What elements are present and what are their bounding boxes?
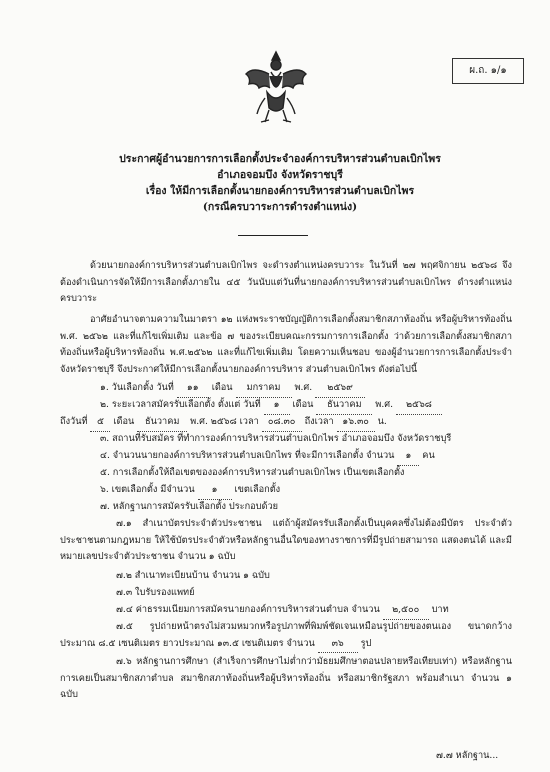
constituency-count: ๑ [198,482,232,500]
announcement-district: อำเภอจอมบึง จังหวัดราชบุรี [217,169,343,181]
seat-count: ๑ [397,448,419,466]
item-7-5-photographs: ๗.๕ รูปถ่ายหน้าตรงไม่สวมหมวกหรือรูปภาพที่พิมพ์ชัดเจนเหมือนรูปถ่ายของตนเอง ขนาดกว้างประมาณ ๘.๕ เซนติเมตร ยาวประมาณ ๑๓.๕ เซนติเมตร จำนวน ๓๖ รูป [60,619,512,653]
item-6-constituency-count: ๖. เขตเลือกตั้ง มีจำนวน ๑ เขตเลือกตั้ง [100,482,280,500]
apply-end-day: ๕ [90,414,110,432]
intro-paragraph: ด้วยนายกองค์การบริหารส่วนตำบลเบิกไพร จะดำรงตำแหน่งครบวาระ ในวันที่ ๒๗ พฤศจิกายน ๒๕๖๘ จึงต้องดำเนินการจัดให้มีการเลือกตั้งภายใน ๔๕ วันนับแต่วันที่นายกองค์การบริหารส่วนตำบลเบิกไพร ดำรงตำแหน่งครบวาระ [60,260,512,304]
election-year: ๒๕๖๙ [315,380,365,398]
apply-time-from: ๐๘.๓๐ [262,414,302,432]
photo-count: ๓๖ [318,636,358,654]
item-7-3-medical-certificate: ๗.๓ ใบรับรองแพทย์ [116,587,195,598]
page-continuation: ๗.๗ หลักฐาน... [436,750,499,761]
title-divider [238,235,308,236]
announcement-subject: เรื่อง ให้มีการเลือกตั้งนายกองค์การบริหารส่วนตำบลเบิกไพร [145,185,415,197]
apply-start-month: ธันวาคม [316,397,372,415]
application-fee: ๒,๕๐๐ [383,602,429,620]
announcement-title: ประกาศผู้อำนวยการการเลือกตั้งประจำองค์การบริหารส่วนตำบลเบิกไพร [119,153,441,165]
item-7-4-fee: ๗.๔ ค่าธรรมเนียมการสมัครนายกองค์การบริหารส่วนตำบล จำนวน ๒,๕๐๐ บาท [116,602,449,620]
apply-end-month: ธันวาคม [137,414,187,432]
apply-start-year: ๒๕๖๘ [396,397,442,415]
announcement-case: (กรณีครบวาระการดำรงตำแหน่ง) [202,201,358,213]
item-7-required-documents: ๗. หลักฐานการสมัครรับเลือกตั้ง ประกอบด้วย [100,501,279,512]
apply-time-to: ๑๖.๓๐ [337,414,375,432]
announcement-titles [60,151,500,215]
form-code-box: ผ.ถ. ๑/๑ [452,58,524,84]
authority-paragraph: อาศัยอำนาจตามความในมาตรา ๑๒ แห่งพระราชบัญญัติการเลือกตั้งสมาชิกสภาท้องถิ่น หรือผู้บริหารท้องถิ่น พ.ศ. ๒๕๖๒ และที่แก้ไขเพิ่มเติม และข้อ ๗ ของระเบียบคณะกรรมการการเลือกตั้ง ว่าด้วยการเลือกตั้งสมาชิกสภาท้องถิ่นหรือผู้บริหารท้องถิ่น พ.ศ.๒๕๖๒ และที่แก้ไขเพิ่มเติม โดยความเห็นชอบ ของผู้อำนวยการการเลือกตั้งประจำจังหวัดราชบุรี จึงประกาศให้มีการเลือกตั้งนายกองค์การบริหาร ส่วนตำบลเบิกไพร ดังต่อไปนี้ [60,314,512,375]
item-7-1-id-card: ๗.๑ สำเนาบัตรประจำตัวประชาชน แต่ถ้าผู้สมัครรับเลือกตั้งเป็นบุคคลซึ่งไม่ต้องมีบัตร ประจำตัวประชาชนตามกฎหมาย ให้ใช้บัตรประจำตัวหรือหลักฐานอื่นใดของทางราชการที่มีรูปถ่ายสามารถ แสดงตนได้ และมีหมายเลขประจำตัวประชาชน จำนวน ๑ ฉบับ [60,518,512,562]
garuda-emblem-icon [243,48,309,126]
item-5-constituency: ๕. การเลือกตั้งให้ถือเขตขององค์การบริหารส่วนตำบลเบิกไพร เป็นเขตเลือกตั้ง [100,467,405,478]
item-2-application-period: ๒. ระยะเวลาสมัครรับเลือกตั้ง ตั้งแต่ วันที่ ๑ เดือน ธันวาคม พ.ศ. ๒๕๖๘ [100,397,442,415]
item-7-2-house-registration: ๗.๒ สำเนาทะเบียนบ้าน จำนวน ๑ ฉบับ [116,570,270,581]
election-month: มกราคม [236,380,292,398]
item-1-election-date: ๑. วันเลือกตั้ง วันที่ ๑๑ เดือน มกราคม พ.ศ. ๒๕๖๙ [100,380,365,398]
item-3-application-place: ๓. สถานที่รับสมัคร ที่ทำการองค์การบริหารส่วนตำบลเบิกไพร อำเภอจอมบึง จังหวัดราชบุรี [100,433,452,444]
election-day: ๑๑ [177,380,209,398]
item-2-application-end: ถึงวันที่ ๕ เดือน ธันวาคม พ.ศ. ๒๕๖๘ เวลา ๐๘.๓๐ ถึงเวลา ๑๖.๓๐ น. [60,414,387,432]
item-4-number-of-seats: ๔. จำนวนนายกองค์การบริหารส่วนตำบลเบิกไพร ที่จะมีการเลือกตั้ง จำนวน ๑ คน [100,448,435,466]
item-7-6-education: ๗.๖ หลักฐานการศึกษา (สำเร็จการศึกษาไม่ต่ำกว่ามัธยมศึกษาตอนปลายหรือเทียบเท่า) หรือหลักฐานการเคยเป็นสมาชิกสภาตำบล สมาชิกสภาท้องถิ่นหรือผู้บริหารท้องถิ่น หรือสมาชิกรัฐสภา พร้อมสำเนา จำนวน ๑ ฉบับ [60,656,512,700]
apply-start-day: ๑ [264,397,290,415]
